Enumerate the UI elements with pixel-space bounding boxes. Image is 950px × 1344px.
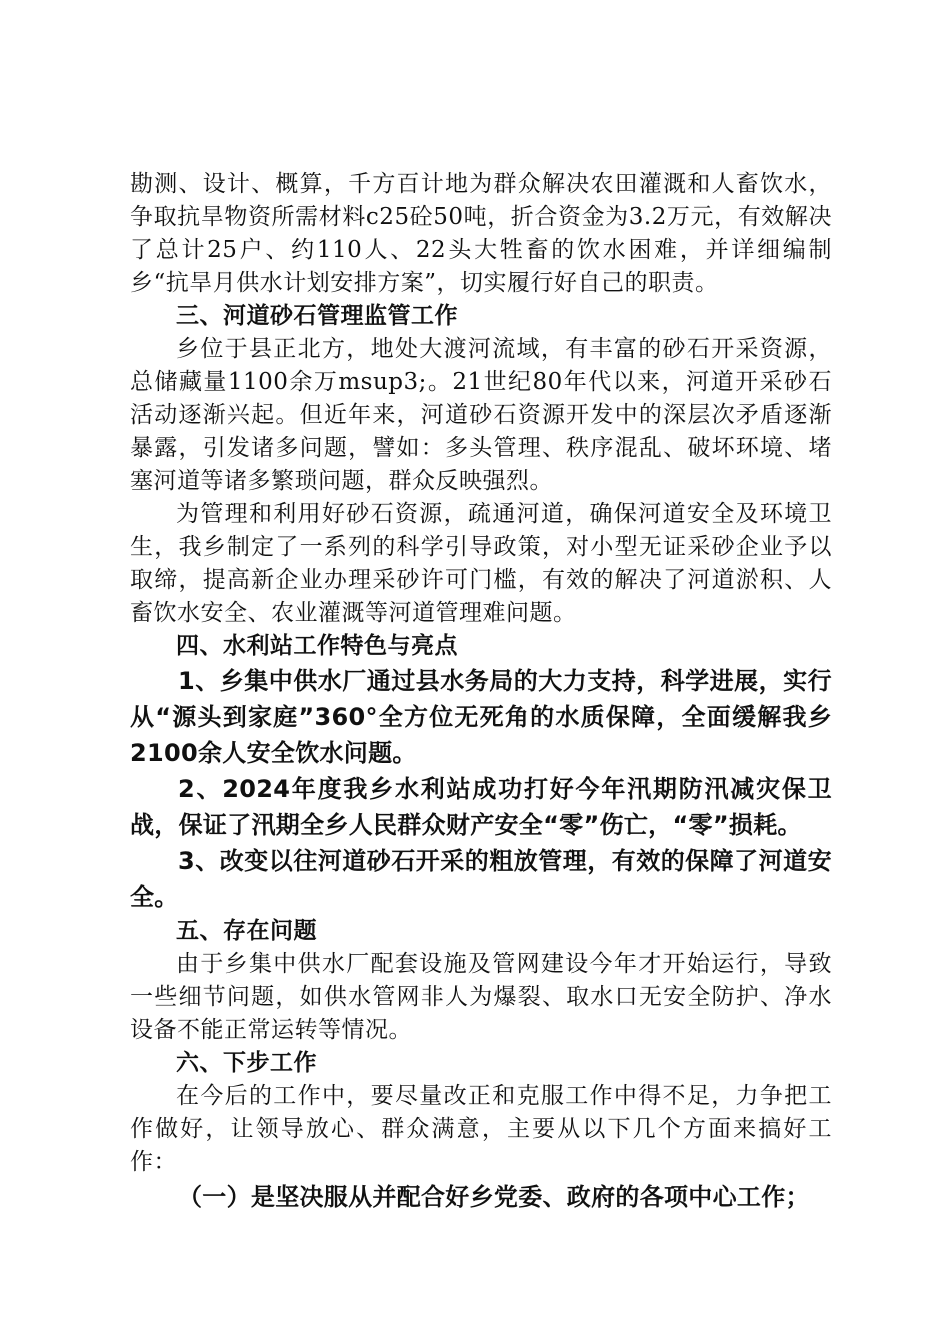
- paragraph-problems: 由于乡集中供水厂配套设施及管网建设今年才开始运行，导致一些细节问题，如供水管网非人为爆裂、取水口无安全防护、净水设备不能正常运转等情况。: [130, 951, 832, 1043]
- paragraph-sand-policy: 为管理和利用好砂石资源，疏通河道，确保河道安全及环境卫生，我乡制定了一系列的科学引导政策，对小型无证采砂企业予以取缔，提高新企业办理采砂许可门槛，有效的解决了河道淤积、人畜饮水安全、农业灌溉等河道管理难问题。: [130, 501, 832, 626]
- paragraph-next-steps: 在今后的工作中，要尽量改正和克服工作中得不足，力争把工作做好，让领导放心、群众满意，主要从以下几个方面来搞好工作：: [130, 1083, 832, 1175]
- highlight-item-2: 2、2024年度我乡水利站成功打好今年汛期防汛减灾保卫战，保证了汛期全乡人民群众财产安全“零”伤亡，“零”损耗。: [130, 775, 832, 839]
- section-heading-6: 六、下步工作: [176, 1050, 317, 1076]
- document-page: [130, 168, 832, 1215]
- paragraph-drought-relief: 勘测、设计、概算，千方百计地为群众解决农田灌溉和人畜饮水，争取抗旱物资所需材料c25砼50吨，折合资金为3.2万元，有效解决了总计25户、约110人、22头大牲畜的饮水困难，并详细编制乡“抗旱月供水计划安排方案”，切实履行好自己的职责。: [130, 171, 832, 296]
- highlight-item-1: 1、乡集中供水厂通过县水务局的大力支持，科学进展，实行从“源头到家庭”360°全方位无死角的水质保障，全面缓解我乡2100余人安全饮水问题。: [130, 667, 832, 767]
- section-heading-3: 三、河道砂石管理监管工作: [176, 303, 458, 329]
- next-step-item-1: （一）是坚决服从并配合好乡党委、政府的各项中心工作；: [178, 1183, 810, 1211]
- section-heading-5: 五、存在问题: [176, 918, 317, 944]
- section-heading-4: 四、水利站工作特色与亮点: [176, 633, 458, 659]
- paragraph-sand-resources: 乡位于县正北方，地处大渡河流域，有丰富的砂石开采资源，总储藏量1100余万msup3;。21世纪80年代以来，河道开采砂石活动逐渐兴起。但近年来，河道砂石资源开发中的深层次矛盾逐渐暴露，引发诸多问题，譬如：多头管理、秩序混乱、破坏环境、堵塞河道等诸多繁琐问题，群众反映强烈。: [130, 336, 832, 494]
- highlight-item-3: 3、改变以往河道砂石开采的粗放管理，有效的保障了河道安全。: [130, 847, 832, 911]
